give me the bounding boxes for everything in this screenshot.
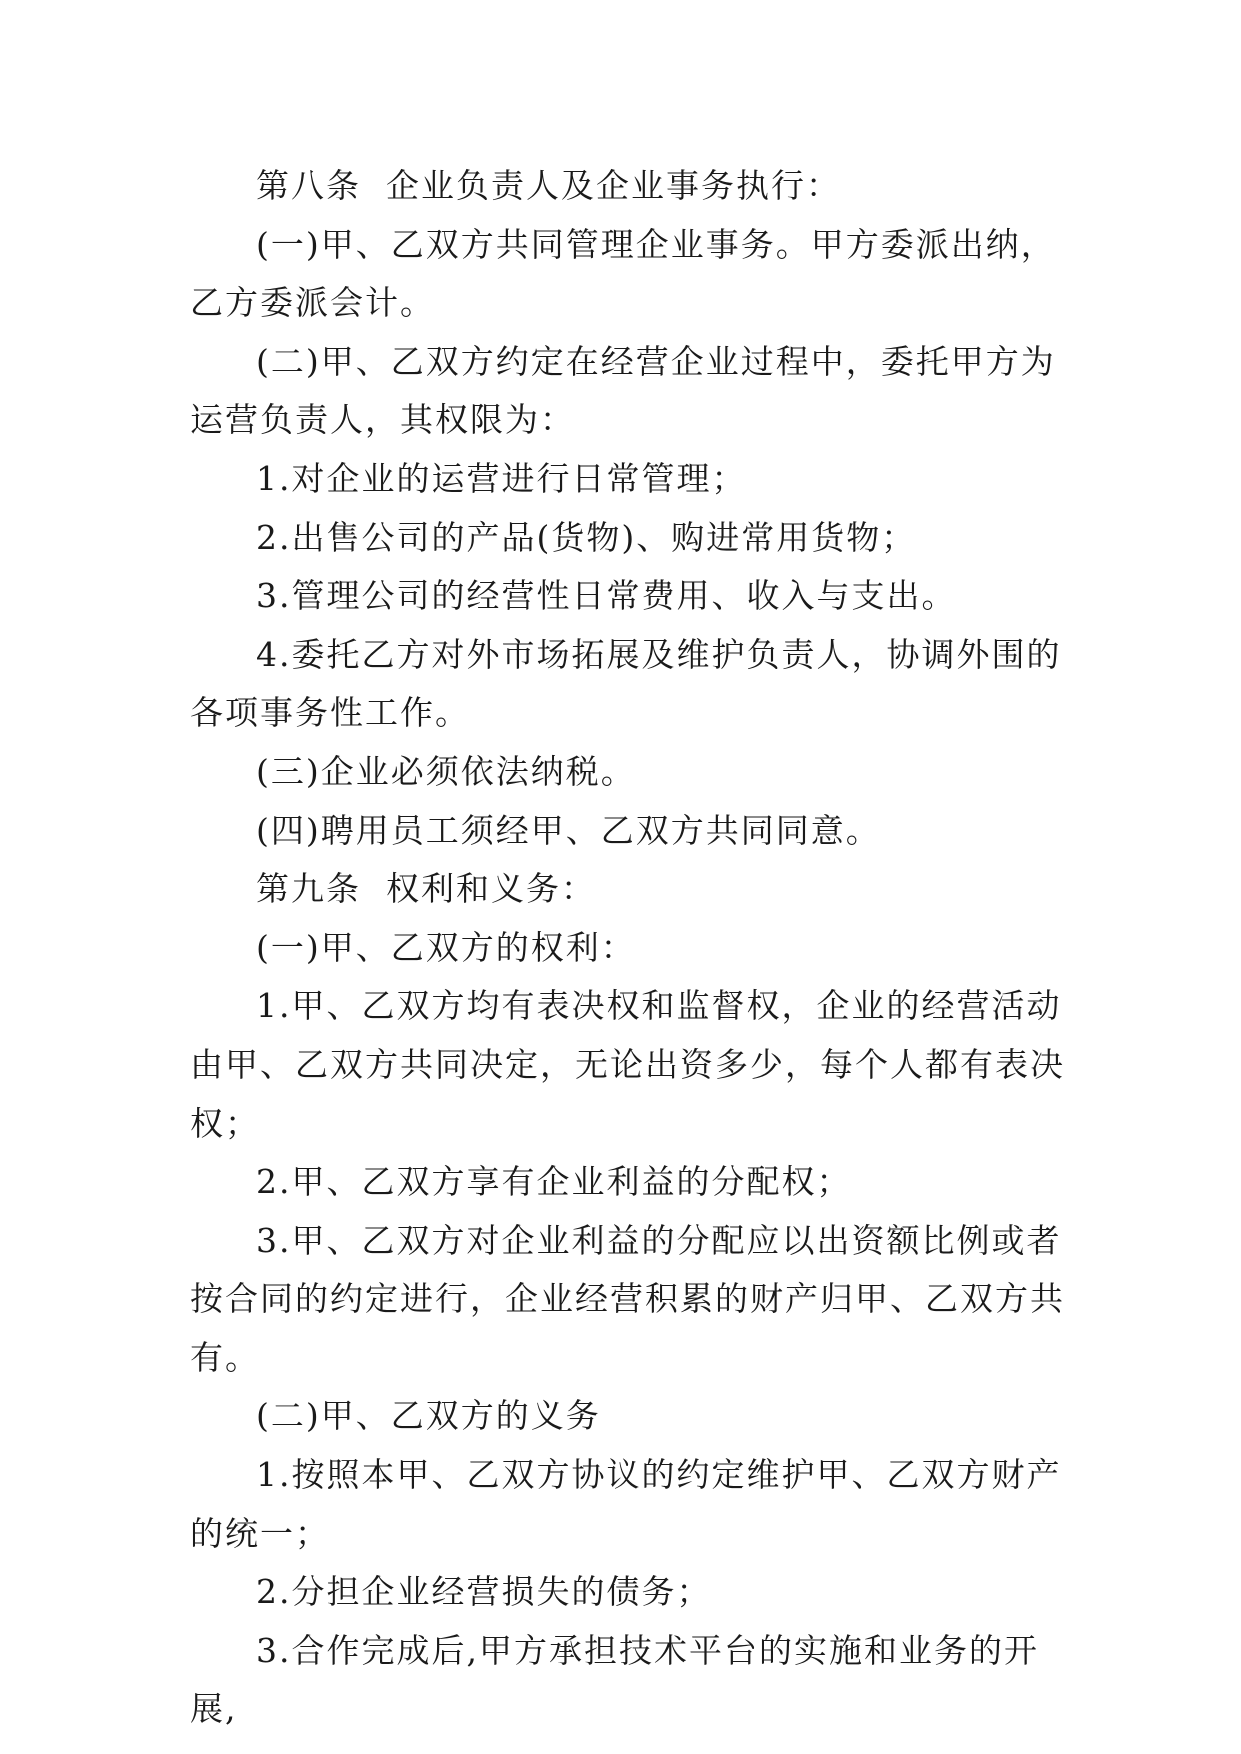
article-8-clause-2-item-2: 2.出售公司的产品(货物)、购进常用货物； (256, 517, 917, 557)
article-9-rights-item-1: 1.甲、乙双方均有表决权和监督权，企业的经营活动由甲、乙双方共同决定，无论出资多少，每个人都有表决权； (190, 986, 1065, 1143)
article-9-duties-item-1: 1.按照本甲、乙双方协议的约定维护甲、乙双方财产的统一； (190, 1455, 1062, 1553)
article-8-clause-3: (三)企业必须依法纳税。 (256, 751, 636, 791)
article-9-rights-item-2: 2.甲、乙双方享有企业利益的分配权； (256, 1162, 852, 1202)
article-9-rights-item-3: 3.甲、乙双方对企业利益的分配应以出资额比例或者按合同的约定进行，企业经营积累的财产归甲、乙双方共有。 (190, 1220, 1065, 1377)
article-8-clause-2: (二)甲、乙双方约定在经营企业过程中，委托甲方为运营负责人，其权限为： (190, 341, 1056, 440)
article-8-clause-2-item-3: 3.管理公司的经营性日常费用、收入与支出。 (256, 576, 957, 616)
article-8-clause-2-item-1: 1.对企业的运营进行日常管理； (256, 458, 747, 498)
article-9-duties-item-2: 2.分担企业经营损失的债务； (256, 1572, 712, 1612)
article-9-duties-item-3: 3.合作完成后,甲方承担技术平台的实施和业务的开展, (190, 1630, 1039, 1729)
article-9-heading: 第九条 权利和义务： (256, 869, 596, 909)
article-8-heading: 第八条 企业负责人及企业事务执行： (256, 166, 841, 205)
article-8-clause-1: (一)甲、乙双方共同管理企业事务。甲方委派出纳，乙方委派会计。 (190, 224, 1056, 323)
article-8-clause-2-item-4: 4.委托乙方对外市场拓展及维护负责人，协调外围的各项事务性工作。 (190, 634, 1062, 733)
article-9-rights-heading: (一)甲、乙双方的权利： (256, 927, 636, 967)
document-body (190, 157, 1070, 1739)
article-9-duties-heading: (二)甲、乙双方的义务 (256, 1396, 601, 1436)
article-8-clause-4: (四)聘用员工须经甲、乙双方共同同意。 (256, 810, 881, 850)
